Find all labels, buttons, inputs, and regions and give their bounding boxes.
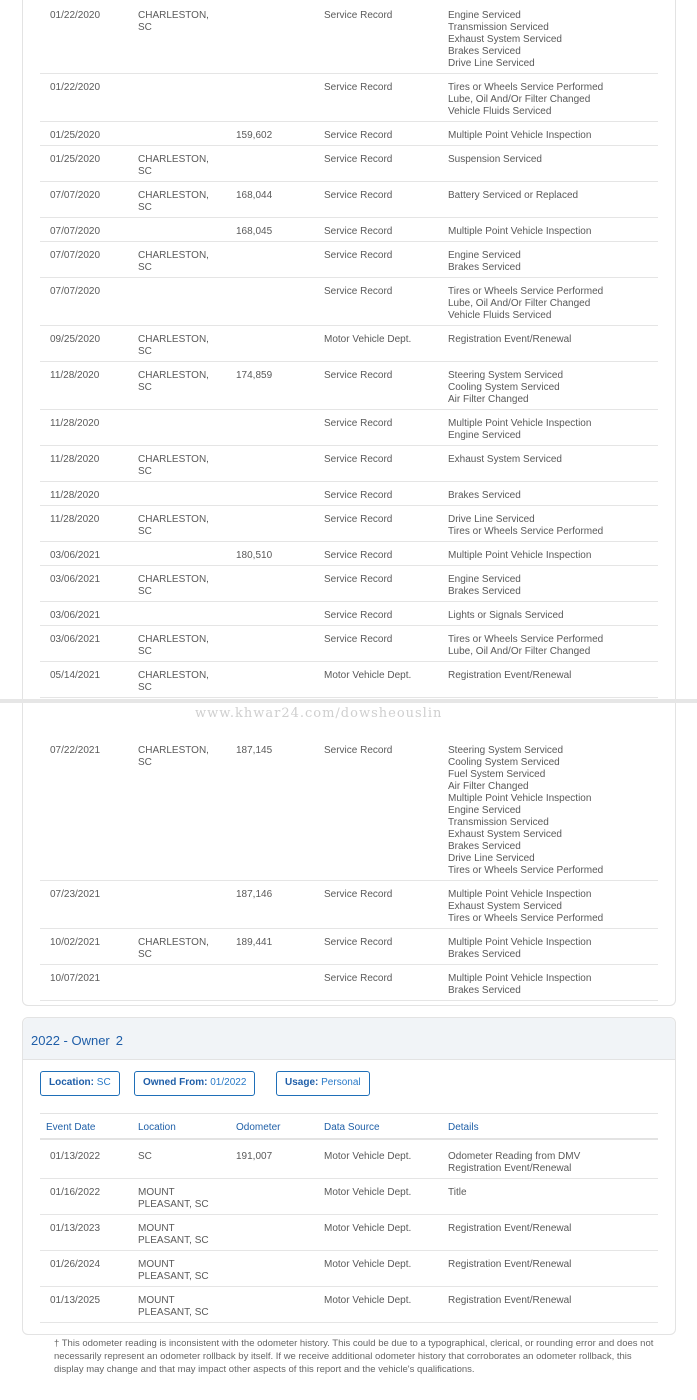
owned-from-badge-label: Owned From:	[143, 1077, 208, 1088]
history-row	[40, 122, 658, 146]
location-line: CHARLESTON,	[138, 745, 209, 756]
event-location	[138, 670, 228, 694]
event-data-source: Service Record	[324, 973, 393, 984]
event-date: 03/06/2021	[50, 634, 101, 645]
location-line: SC	[138, 682, 152, 693]
history-row	[40, 446, 658, 482]
event-date: 10/02/2021	[50, 937, 101, 948]
event-details	[448, 937, 658, 961]
header-data-source[interactable]: Data Source	[324, 1122, 380, 1133]
event-data-source: Motor Vehicle Dept.	[324, 1151, 412, 1162]
detail-line: Tires or Wheels Service Performed	[448, 526, 604, 537]
event-date: 11/28/2020	[50, 418, 100, 429]
event-date: 01/13/2023	[50, 1223, 101, 1234]
owner-title	[31, 1033, 123, 1048]
event-date: 03/06/2021	[50, 550, 101, 561]
owner-title-text: 2022 - Owner	[31, 1033, 110, 1048]
watermark-text: www.khwar24.com/dowsheouslin	[195, 706, 443, 721]
location-line: CHARLESTON,	[138, 10, 209, 21]
detail-line: Steering System Serviced	[448, 745, 564, 756]
detail-line: Multiple Point Vehicle Inspection	[448, 793, 592, 804]
location-line: SC	[138, 757, 152, 768]
detail-line: Tires or Wheels Service Performed	[448, 913, 604, 924]
event-location	[138, 370, 228, 394]
event-location	[138, 250, 228, 274]
event-details	[448, 490, 658, 502]
location-line: PLEASANT, SC	[138, 1199, 209, 1210]
location-line: CHARLESTON,	[138, 190, 209, 201]
location-line: PLEASANT, SC	[138, 1235, 209, 1246]
event-date: 11/28/2020	[50, 370, 100, 381]
event-location	[138, 1223, 228, 1247]
event-details	[448, 973, 658, 997]
event-date: 01/13/2025	[50, 1295, 101, 1306]
history-row	[40, 881, 658, 929]
event-location	[138, 334, 228, 358]
event-data-source: Service Record	[324, 889, 393, 900]
location-line: MOUNT	[138, 1259, 175, 1270]
detail-line: Air Filter Changed	[448, 394, 529, 405]
event-odometer: 168,044	[236, 190, 273, 201]
event-data-source: Motor Vehicle Dept.	[324, 670, 412, 681]
detail-line: Registration Event/Renewal	[448, 1259, 572, 1270]
event-data-source: Service Record	[324, 937, 393, 948]
header-odometer[interactable]: Odometer	[236, 1122, 281, 1133]
event-odometer: 187,146	[236, 889, 273, 900]
history-row	[40, 626, 658, 662]
event-data-source: Motor Vehicle Dept.	[324, 1187, 412, 1198]
detail-line: Drive Line Serviced	[448, 853, 535, 864]
detail-line: Exhaust System Serviced	[448, 829, 562, 840]
detail-line: Multiple Point Vehicle Inspection	[448, 889, 592, 900]
history-row	[40, 242, 658, 278]
detail-line: Drive Line Serviced	[448, 514, 535, 525]
detail-line: Multiple Point Vehicle Inspection	[448, 937, 592, 948]
event-location	[138, 1187, 228, 1211]
history-row	[40, 965, 658, 1001]
location-badge-label: Location:	[49, 1077, 94, 1088]
event-location	[138, 190, 228, 214]
event-details	[448, 634, 658, 658]
location-line: PLEASANT, SC	[138, 1271, 209, 1282]
detail-line: Registration Event/Renewal	[448, 334, 572, 345]
history-row	[40, 1143, 658, 1179]
detail-line: Tires or Wheels Service Performed	[448, 865, 604, 876]
detail-line: Brakes Serviced	[448, 262, 521, 273]
location-line: SC	[138, 22, 152, 33]
detail-line: Steering System Serviced	[448, 370, 564, 381]
history-row	[40, 326, 658, 362]
location-line: MOUNT	[138, 1295, 175, 1306]
location-line: SC	[138, 166, 152, 177]
detail-line: Drive Line Serviced	[448, 58, 535, 69]
detail-line: Air Filter Changed	[448, 781, 529, 792]
event-details	[448, 1223, 658, 1235]
detail-line: Brakes Serviced	[448, 985, 521, 996]
location-badge[interactable]	[40, 1071, 120, 1096]
detail-line: Tires or Wheels Service Performed	[448, 634, 604, 645]
location-badge-value: SC	[96, 1077, 111, 1088]
event-details	[448, 82, 658, 118]
location-line: PLEASANT, SC	[138, 1307, 209, 1318]
event-location	[138, 745, 228, 769]
history-row	[40, 929, 658, 965]
history-row	[40, 2, 658, 74]
history-row	[40, 602, 658, 626]
event-data-source: Service Record	[324, 574, 393, 585]
location-line: SC	[138, 262, 152, 273]
event-date: 11/28/2020	[50, 490, 100, 501]
detail-line: Brakes Serviced	[448, 841, 521, 852]
detail-line: Transmission Serviced	[448, 817, 549, 828]
history-row	[40, 1179, 658, 1215]
event-date: 07/07/2020	[50, 286, 101, 297]
detail-line: Engine Serviced	[448, 574, 521, 585]
location-line: CHARLESTON,	[138, 250, 209, 261]
detail-line: Lube, Oil And/Or Filter Changed	[448, 646, 591, 657]
history-row	[40, 410, 658, 446]
history-row	[40, 542, 658, 566]
event-date: 07/22/2021	[50, 745, 101, 756]
detail-line: Lube, Oil And/Or Filter Changed	[448, 94, 591, 105]
event-data-source: Motor Vehicle Dept.	[324, 1295, 412, 1306]
history-row	[40, 218, 658, 242]
history-row	[40, 662, 658, 698]
event-date: 09/25/2020	[50, 334, 101, 345]
event-data-source: Service Record	[324, 250, 393, 261]
event-details	[448, 610, 658, 622]
owner-header	[23, 1018, 675, 1060]
history-row	[40, 278, 658, 326]
history-row	[40, 737, 658, 881]
event-date: 10/07/2021	[50, 973, 101, 984]
event-details	[448, 334, 658, 346]
event-data-source: Service Record	[324, 610, 393, 621]
event-details	[448, 670, 658, 682]
event-odometer: 180,510	[236, 550, 273, 561]
history-row	[40, 1251, 658, 1287]
event-location	[138, 1295, 228, 1319]
detail-line: Brakes Serviced	[448, 46, 521, 57]
event-data-source: Service Record	[324, 190, 393, 201]
location-line: SC	[138, 382, 152, 393]
event-details	[448, 1187, 658, 1199]
location-line: SC	[138, 1151, 152, 1162]
event-date: 07/23/2021	[50, 889, 101, 900]
event-odometer: 159,602	[236, 130, 273, 141]
detail-line: Registration Event/Renewal	[448, 1163, 572, 1174]
event-odometer: 189,441	[236, 937, 273, 948]
event-location	[138, 514, 228, 538]
event-details	[448, 514, 658, 538]
location-line: CHARLESTON,	[138, 937, 209, 948]
event-details	[448, 574, 658, 598]
odometer-footnote: † This odometer reading is inconsistent with the odometer history. This could be due to a typographical, clerical, or rounding error and does not necessarily represent an odometer rollback by itself. If we receive additional odometer history that corroborates an odometer rollback, this display may change and that may impact other aspects of this report and the vehicle's qualifications.	[54, 1338, 654, 1375]
event-data-source: Motor Vehicle Dept.	[324, 1259, 412, 1270]
detail-line: Suspension Serviced	[448, 154, 542, 165]
event-details	[448, 250, 658, 274]
event-date: 01/16/2022	[50, 1187, 101, 1198]
detail-line: Multiple Point Vehicle Inspection	[448, 130, 592, 141]
owned-from-badge[interactable]	[134, 1071, 255, 1096]
event-data-source: Motor Vehicle Dept.	[324, 1223, 412, 1234]
history-row	[40, 506, 658, 542]
detail-line: Engine Serviced	[448, 10, 521, 21]
event-location	[138, 154, 228, 178]
event-details	[448, 1259, 658, 1271]
history-row	[40, 482, 658, 506]
event-date: 11/28/2020	[50, 514, 100, 525]
event-date: 11/28/2020	[50, 454, 100, 465]
detail-line: Title	[448, 1187, 467, 1198]
location-line: SC	[138, 646, 152, 657]
location-line: CHARLESTON,	[138, 670, 209, 681]
event-details	[448, 454, 658, 466]
history-row	[40, 1215, 658, 1251]
location-line: CHARLESTON,	[138, 370, 209, 381]
event-details	[448, 370, 658, 406]
location-line: MOUNT	[138, 1187, 175, 1198]
detail-line: Registration Event/Renewal	[448, 1223, 572, 1234]
detail-line: Battery Serviced or Replaced	[448, 190, 579, 201]
usage-badge[interactable]	[276, 1071, 370, 1096]
event-date: 01/22/2020	[50, 82, 101, 93]
event-details	[448, 154, 658, 166]
detail-line: Transmission Serviced	[448, 22, 549, 33]
location-line: CHARLESTON,	[138, 154, 209, 165]
header-details[interactable]: Details	[448, 1122, 479, 1133]
event-data-source: Service Record	[324, 514, 393, 525]
event-location	[138, 1151, 228, 1163]
event-details	[448, 190, 658, 202]
event-date: 01/13/2022	[50, 1151, 101, 1162]
event-odometer: 174,859	[236, 370, 273, 381]
detail-line: Exhaust System Serviced	[448, 901, 562, 912]
event-data-source: Service Record	[324, 490, 393, 501]
detail-line: Registration Event/Renewal	[448, 1295, 572, 1306]
owned-from-badge-value: 01/2022	[210, 1077, 247, 1088]
event-location	[138, 454, 228, 478]
detail-line: Lights or Signals Serviced	[448, 610, 564, 621]
event-location	[138, 937, 228, 961]
history-row	[40, 146, 658, 182]
detail-line: Multiple Point Vehicle Inspection	[448, 550, 592, 561]
detail-line: Engine Serviced	[448, 805, 521, 816]
event-data-source: Service Record	[324, 418, 393, 429]
detail-line: Vehicle Fluids Serviced	[448, 310, 552, 321]
history-row	[40, 74, 658, 122]
location-line: CHARLESTON,	[138, 574, 209, 585]
event-data-source: Service Record	[324, 10, 393, 21]
event-data-source: Service Record	[324, 745, 393, 756]
event-data-source: Service Record	[324, 634, 393, 645]
event-details	[448, 889, 658, 925]
event-date: 01/25/2020	[50, 154, 101, 165]
history-row	[40, 1287, 658, 1323]
event-details	[448, 10, 658, 70]
history-row	[40, 566, 658, 602]
header-location[interactable]: Location	[138, 1122, 176, 1133]
event-date: 01/22/2020	[50, 10, 101, 21]
detail-line: Brakes Serviced	[448, 490, 521, 501]
detail-line: Multiple Point Vehicle Inspection	[448, 973, 592, 984]
detail-line: Brakes Serviced	[448, 949, 521, 960]
detail-line: Odometer Reading from DMV	[448, 1151, 581, 1162]
history-row	[40, 362, 658, 410]
detail-line: Cooling System Serviced	[448, 757, 560, 768]
owner-table-header	[40, 1113, 658, 1140]
event-date: 05/14/2021	[50, 670, 101, 681]
event-location	[138, 1259, 228, 1283]
location-line: SC	[138, 586, 152, 597]
event-date: 03/06/2021	[50, 574, 101, 585]
location-line: CHARLESTON,	[138, 454, 209, 465]
event-location	[138, 634, 228, 658]
event-date: 03/06/2021	[50, 610, 101, 621]
location-line: CHARLESTON,	[138, 634, 209, 645]
detail-line: Registration Event/Renewal	[448, 670, 572, 681]
event-data-source: Service Record	[324, 454, 393, 465]
event-details	[448, 226, 658, 238]
location-line: CHARLESTON,	[138, 334, 209, 345]
event-details	[448, 130, 658, 142]
event-data-source: Service Record	[324, 82, 393, 93]
event-data-source: Service Record	[324, 226, 393, 237]
header-event-date[interactable]: Event Date	[46, 1122, 96, 1133]
event-data-source: Service Record	[324, 550, 393, 561]
location-line: SC	[138, 466, 152, 477]
event-date: 07/07/2020	[50, 190, 101, 201]
detail-line: Brakes Serviced	[448, 586, 521, 597]
detail-line: Lube, Oil And/Or Filter Changed	[448, 298, 591, 309]
usage-badge-value: Personal	[321, 1077, 361, 1088]
location-line: SC	[138, 526, 152, 537]
detail-line: Vehicle Fluids Serviced	[448, 106, 552, 117]
event-data-source: Service Record	[324, 154, 393, 165]
event-details	[448, 286, 658, 322]
event-location	[138, 10, 228, 34]
event-details	[448, 1151, 658, 1175]
event-date: 07/07/2020	[50, 226, 101, 237]
location-line: MOUNT	[138, 1223, 175, 1234]
event-data-source: Service Record	[324, 286, 393, 297]
event-details	[448, 745, 658, 877]
detail-line: Engine Serviced	[448, 430, 521, 441]
detail-line: Tires or Wheels Service Performed	[448, 82, 604, 93]
event-data-source: Motor Vehicle Dept.	[324, 334, 412, 345]
location-line: SC	[138, 202, 152, 213]
event-date: 01/25/2020	[50, 130, 101, 141]
event-details	[448, 418, 658, 442]
location-line: SC	[138, 346, 152, 357]
detail-line: Engine Serviced	[448, 250, 521, 261]
usage-badge-label: Usage:	[285, 1077, 319, 1088]
detail-line: Exhaust System Serviced	[448, 34, 562, 45]
detail-line: Exhaust System Serviced	[448, 454, 562, 465]
event-odometer: 168,045	[236, 226, 273, 237]
event-details	[448, 550, 658, 562]
detail-line: Multiple Point Vehicle Inspection	[448, 226, 592, 237]
event-date: 01/26/2024	[50, 1259, 101, 1270]
detail-line: Tires or Wheels Service Performed	[448, 286, 604, 297]
detail-line: Fuel System Serviced	[448, 769, 546, 780]
history-row	[40, 182, 658, 218]
location-line: SC	[138, 949, 152, 960]
location-line: CHARLESTON,	[138, 514, 209, 525]
event-odometer: 191,007	[236, 1151, 273, 1162]
event-data-source: Service Record	[324, 130, 393, 141]
event-odometer: 187,145	[236, 745, 273, 756]
event-details	[448, 1295, 658, 1307]
detail-line: Multiple Point Vehicle Inspection	[448, 418, 592, 429]
event-date: 07/07/2020	[50, 250, 101, 261]
owner-number: 2	[115, 1033, 123, 1048]
event-location	[138, 574, 228, 598]
detail-line: Cooling System Serviced	[448, 382, 560, 393]
event-data-source: Service Record	[324, 370, 393, 381]
